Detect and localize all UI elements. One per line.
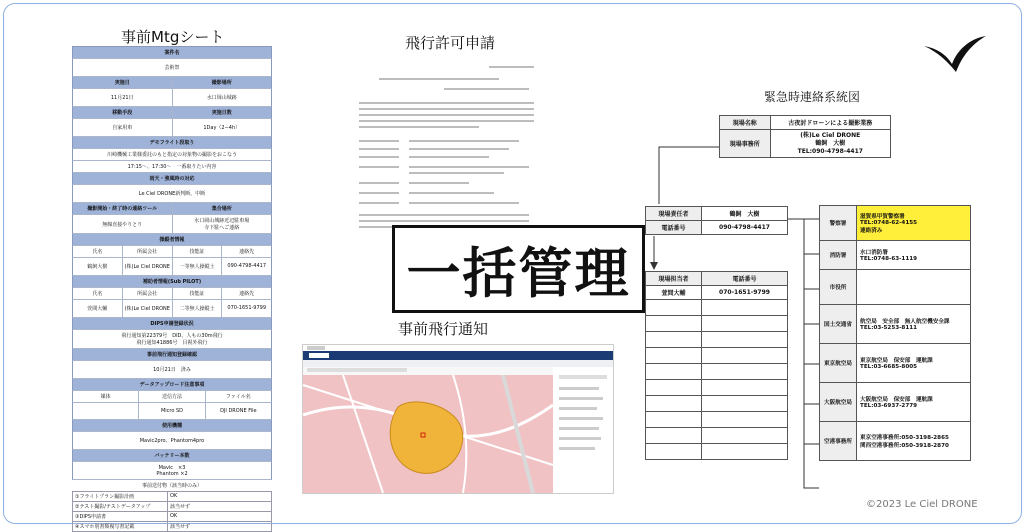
- demo-value-2: 17:15〜、17:30〜 一番取りたい内容: [127, 164, 217, 170]
- case-header: 案件名: [164, 50, 180, 56]
- col-medium: 媒体: [100, 394, 111, 400]
- sheet-title: 事前Mtgシート: [121, 28, 225, 46]
- contact-title: 緊急時連絡系統図: [764, 90, 861, 104]
- checklist-status: OK: [170, 493, 178, 499]
- office-person: 鶴飼 大樹: [815, 139, 846, 147]
- aircraft-value: Mavic2pro、Phantom4pro: [139, 438, 205, 444]
- upload-header: データアップロード注意事項: [139, 382, 205, 388]
- meet-header: 集合場所: [172, 203, 272, 214]
- rain-header: 雨天・強風時の対応: [149, 176, 195, 182]
- dips-value-2: 飛行通知41886号 目視外飛行: [136, 340, 208, 346]
- col-name: 氏名: [92, 291, 103, 297]
- agency-fire-label: 消防署: [820, 241, 857, 269]
- checklist-status: 該当せず: [170, 524, 191, 530]
- checklist-status: OK: [170, 513, 178, 519]
- subpilot-header: 補助者情報(Sub PILOT): [142, 279, 202, 285]
- agency-line: 大阪航空局 保安部 運航課: [860, 397, 933, 403]
- tool-value: 無線直接やりとり: [102, 221, 143, 228]
- agency-airport-label: 空港事務所: [820, 422, 857, 460]
- pilot-license: 一等無人操縦士: [172, 258, 222, 275]
- agency-city-label: 市役所: [820, 270, 857, 304]
- resp-label: 現場責任者: [646, 207, 702, 221]
- checklist-item: ④スマホ別書類複写書記載: [73, 522, 168, 531]
- checklist-item: ①フライトプラン撮影計画: [73, 492, 168, 501]
- office-company: (株)Le Ciel DRONE: [800, 132, 861, 139]
- pilot-company: (株)Le Ciel DRONE: [122, 258, 172, 275]
- rain-value: Le Ciel DRONE新判断、中断: [138, 191, 206, 197]
- battery-value-1: Mavic ×3: [158, 465, 186, 471]
- permit-title: 飛行許可申請: [405, 34, 496, 52]
- copyright: ©2023 Le Ciel DRONE: [866, 499, 978, 510]
- agency-police-label: 警察署: [820, 206, 857, 240]
- days-header: 実施日数: [172, 107, 272, 118]
- col-license: 技能証: [172, 246, 222, 257]
- tool-header: 撮影開始・終了時の連絡ツール: [87, 206, 158, 212]
- case-value: 芸術祭: [164, 65, 180, 71]
- col-contact: 連絡先: [221, 288, 271, 299]
- agency-tokyo-label: 東京航空局: [820, 344, 857, 382]
- resp-phone: 090-4798-4417: [702, 221, 788, 235]
- col-company: 所属会社: [122, 246, 172, 257]
- transport-header: 移動手段: [112, 110, 133, 116]
- central-management-banner: 一括管理: [392, 225, 645, 313]
- col-filename: ファイル名: [205, 391, 271, 402]
- resp-name: 鶴飼 大樹: [702, 207, 788, 221]
- agency-line: TEL:03-6937-2779: [860, 403, 918, 409]
- connector-lines: [4, 4, 1023, 525]
- agency-line: 水口消防署: [860, 250, 888, 256]
- staff-label: 現場担当者: [646, 272, 702, 286]
- upload-method: Micro SD: [138, 403, 204, 419]
- checklist-item: ②テスト撮影/テストデータアップ: [73, 502, 168, 511]
- agency-line: 東京空港事務所:050-3198-2865: [860, 435, 949, 441]
- agency-osaka-label: 大阪航空局: [820, 383, 857, 421]
- office-label: 現場事務所: [720, 130, 771, 158]
- col-license: 技能証: [172, 288, 222, 299]
- pilot-phone: 090-4798-4417: [221, 258, 271, 275]
- notice-title: 事前飛行通知: [398, 320, 489, 338]
- checklist-title: 事前送付物（該当時のみ）: [141, 483, 202, 489]
- staff-name: 萱間大輔: [646, 286, 702, 300]
- agency-line: 滋賀県甲賀警察署: [860, 214, 905, 220]
- prior-header: 事前飛行通知登録確認: [146, 352, 197, 358]
- location-value: 水口岡山城跡: [172, 89, 272, 106]
- upload-filename: DJI DRONE File: [205, 403, 271, 419]
- staff-phone: 070-1651-9799: [702, 286, 788, 300]
- col-company: 所属会社: [122, 288, 172, 299]
- office-phone: TEL:090-4798-4417: [797, 147, 863, 155]
- site-name-label: 現場名称: [720, 116, 771, 130]
- date-header: 実施日: [114, 80, 130, 86]
- col-method: 送信方法: [138, 391, 204, 402]
- agency-mlit-label: 国土交通省: [820, 305, 857, 343]
- demo-value-1: 川崎機械工業様委託のもと指定の対象物の撮影をおこなう: [106, 152, 237, 158]
- agency-line: 航空局 安全部 無人航空機安全課: [860, 319, 950, 325]
- agency-line: 関西空港事務所:050-3918-2870: [860, 443, 949, 449]
- pilot-header: 操縦者情報: [159, 237, 185, 243]
- site-name: 古夜討ドローンによる撮影業務: [770, 116, 890, 130]
- days-value: 1Day（2−4h）: [172, 119, 272, 136]
- agency-line: TEL:03-5253-8111: [860, 325, 918, 331]
- dips-header: DIPS申請登録状況: [150, 321, 194, 327]
- dips-value-1: 飛行通知第22379号 DID、人もの30m飛行: [121, 333, 223, 339]
- checklist-item: ③DIPS申請書: [73, 512, 168, 521]
- agency-line: 東京航空局 保安部 運航課: [860, 358, 933, 364]
- staff-phone-label: 電話番号: [702, 272, 788, 286]
- location-header: 撮影場所: [172, 77, 272, 88]
- subpilot-license: 二等無人操縦士: [172, 300, 222, 317]
- prior-value: 10月21日 済み: [153, 367, 191, 373]
- aircraft-header: 使用機種: [161, 423, 182, 429]
- battery-value-2: Phantom ×2: [156, 471, 188, 477]
- agency-line: TEL:03-6685-8005: [860, 364, 918, 370]
- subpilot-company: (株)Le Ciel DRONE: [122, 300, 172, 317]
- meet-value-2: 寺下駐へご連絡: [204, 225, 240, 231]
- col-name: 氏名: [92, 249, 103, 255]
- agency-line: 連絡済み: [860, 228, 883, 234]
- agency-line: TEL:0748-63-1119: [860, 256, 918, 262]
- date-value: 11月21日: [110, 95, 134, 101]
- transport-value: 自家用車: [112, 125, 133, 131]
- col-contact: 連絡先: [221, 246, 271, 257]
- meet-value-1: 水口岡山城跡近辺駐車場: [194, 218, 250, 224]
- agency-line: TEL:0748-62-4155: [860, 220, 918, 226]
- checklist-status: 該当せず: [170, 504, 191, 510]
- demo-header: デモフライト段取り: [149, 140, 195, 146]
- subpilot-name: 萱間大輔: [87, 306, 108, 312]
- slide: [3, 3, 1022, 530]
- subpilot-phone: 070-1651-9799: [221, 300, 271, 317]
- pilot-name: 鶴飼大樹: [87, 264, 108, 270]
- resp-phone-label: 電話番号: [646, 221, 702, 235]
- battery-header: バッテリー本数: [154, 453, 190, 459]
